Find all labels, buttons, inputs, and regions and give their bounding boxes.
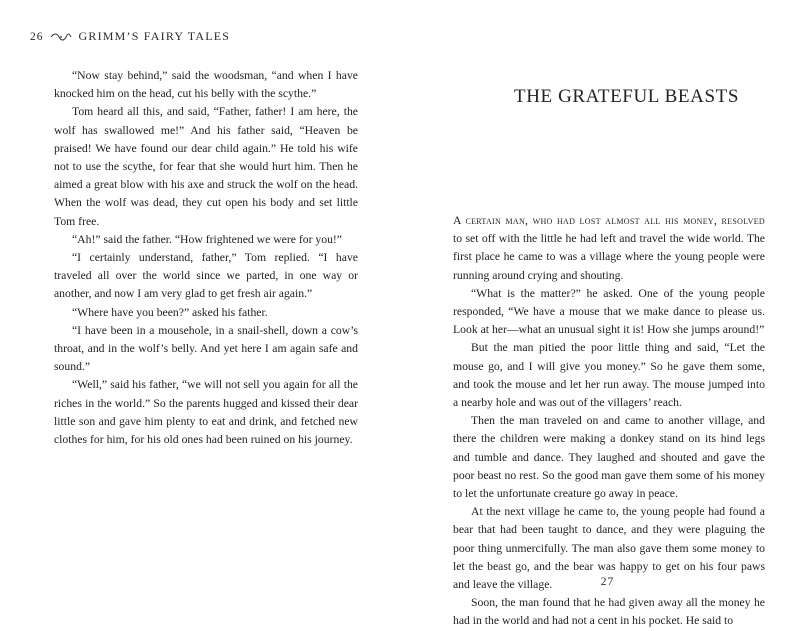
paragraph: “Ah!” said the father. “How frightened we were for you!” [72, 232, 342, 246]
paragraph: “What is the matter?” he asked. One of the young people responded, “We have a mouse that we make dance to please us. Look at her—what an unusual sight it is! How she jumps around!” [453, 286, 765, 337]
paragraph: Tom heard all this, and said, “Father, father! I am here, the wolf has swallowed me!” And his father said, “Heaven be praised! We have found our dear child again.” He told his wife not to use the scythe, for fear that she would hurt him. Then he aimed a great blow with his axe and struck the wolf on the head. When the wolf was dead, they cut open his body and set little Tom free. [54, 105, 358, 228]
paragraph: “Now stay behind,” said the woodsman, “and when I have knocked him on the head, cut his belly with the scythe.” [54, 69, 358, 101]
chapter-title: THE GRATEFUL BEASTS [514, 86, 739, 107]
left-page [0, 0, 405, 617]
scroll-ornament-icon [50, 32, 72, 42]
paragraph: “Where have you been?” asked his father. [72, 305, 268, 319]
left-text-block [54, 67, 358, 449]
right-page [405, 0, 810, 628]
opening-paragraph [453, 212, 765, 285]
paragraph: But the man pitied the poor little thing and said, “Let the mouse go, and I will give you money.” So he gave them some, and took the mouse and let her run away. The mouse jumped into a nearby hole and was out of the villagers’ reach. [453, 341, 765, 410]
paragraph: At the next village he came to, the young people had found a bear that had been taught to dance, and they were plaguing the poor thing unmercifully. The man also gave them some money to let the beast go, and the bear was happy to get on his four paws and leave the village. [453, 505, 765, 592]
paragraph: “Well,” said his father, “we will not sell you again for all the riches in the world.” So the parents hugged and kissed their dear little son and gave him plenty to eat and drink, and fetched new clothes for him, for his old ones had been ruined on his journey. [54, 378, 358, 447]
small-caps-lead-in: A certain man, who had lost almost all his money, resolved [453, 214, 765, 227]
running-title: GRIMM’S FAIRY TALES [78, 29, 231, 43]
right-page-number: 27 [600, 576, 615, 588]
paragraph: “I have been in a mousehole, in a snail-shell, down a cow’s throat, and in the wolf’s belly. And yet here I am again safe and sound.” [54, 323, 358, 374]
opening-paragraph-rest: to set off with the little he had left and travel the wide world. The first place he came to was a village where the young people were running around crying and shouting. [453, 232, 765, 282]
paragraph: “I certainly understand, father,” Tom replied. “I have traveled all over the world since we parted, in one way or another, and now I am very glad to get fresh air again.” [54, 251, 358, 301]
paragraph: Then the man traveled on and came to another village, and there the children were making a donkey stand on its hind legs and tumble and dance. They laughed and shouted and gave the poor beast no rest. So the good man gave them some of his money to let the unfortunate creature go away in peace. [453, 414, 765, 501]
left-page-number: 26 [30, 30, 44, 43]
paragraph: Soon, the man found that he had given away all the money he had in the world and had not a cent in his pocket. He said to [453, 596, 765, 628]
running-head [30, 29, 230, 44]
right-text-block [453, 212, 765, 631]
